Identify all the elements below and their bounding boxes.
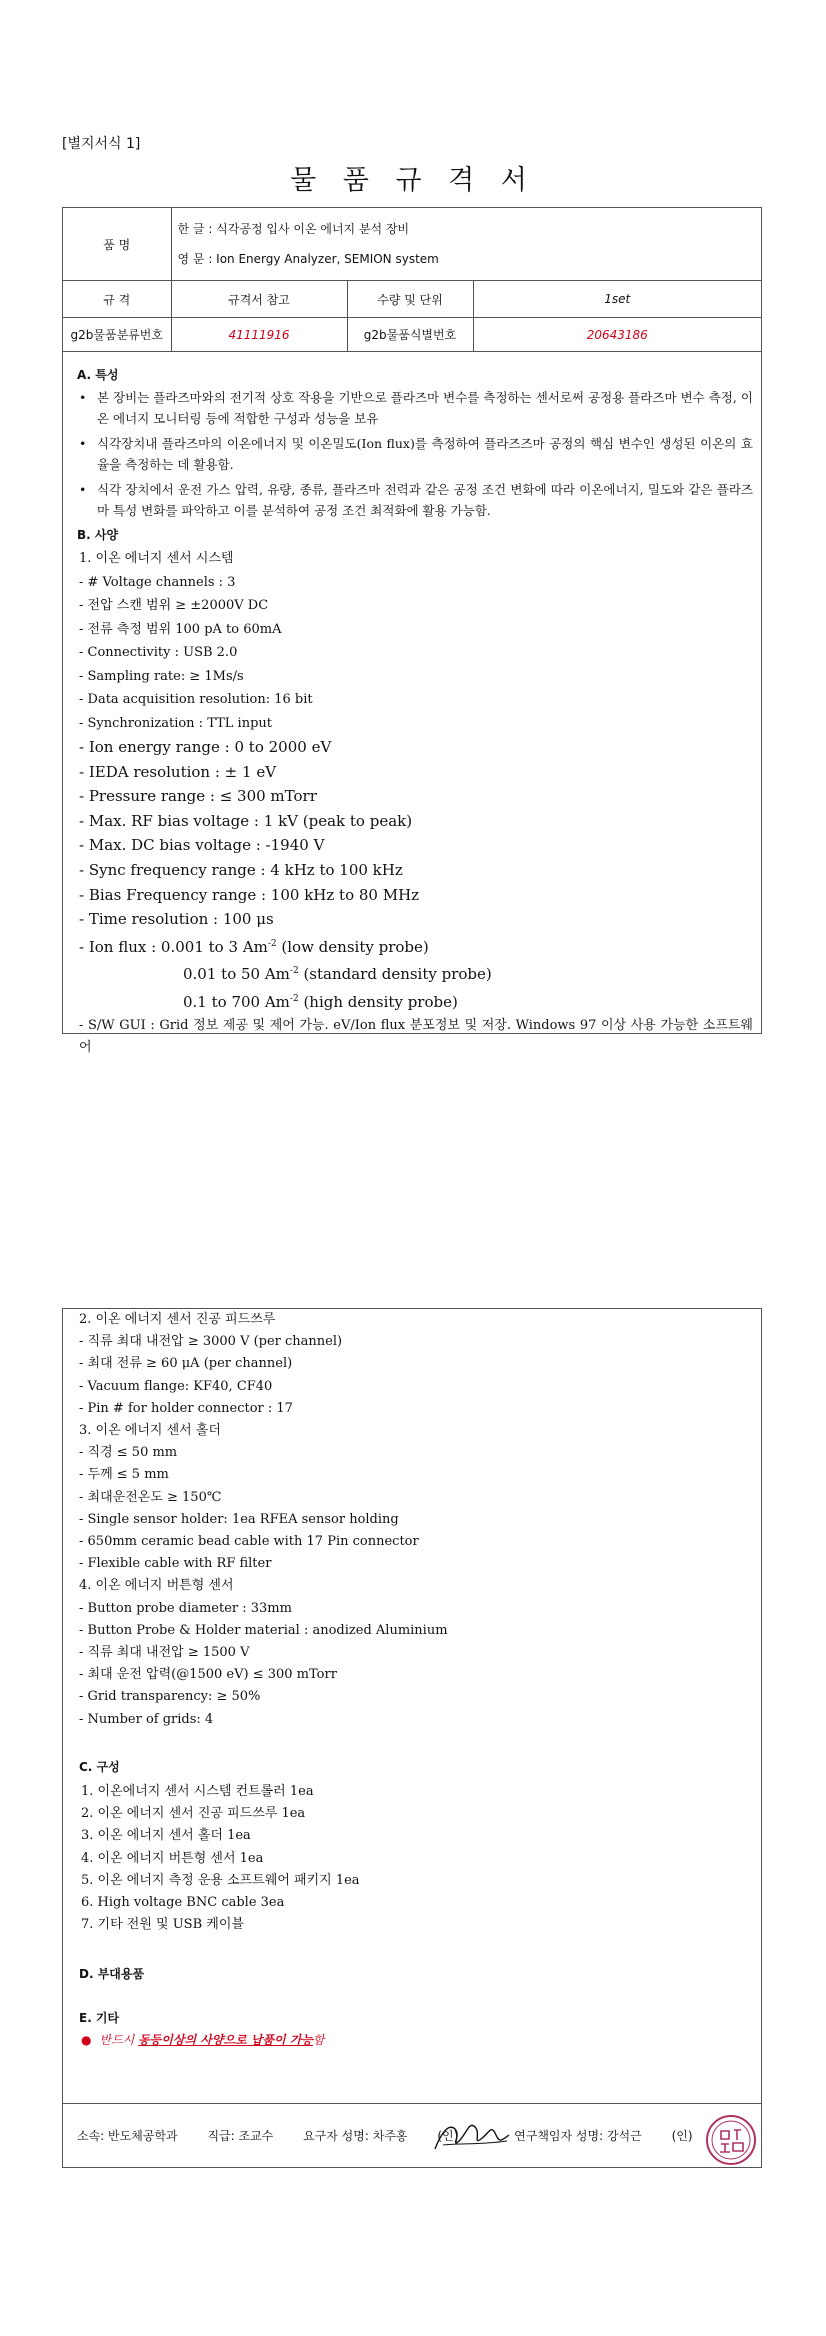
document-title: 물 품 규 격 서 <box>290 165 536 196</box>
section-d-title: D. 부대용품 <box>79 1967 145 1981</box>
spec-item: - 최대 전류 ≥ 60 μA (per channel) <box>79 1356 293 1372</box>
name-korean: 한 글 : 식각공정 입사 이온 에너지 분석 장비 <box>177 222 410 236</box>
spec-frame-page2 <box>62 1308 762 2168</box>
section-b-title: B. 사양 <box>77 528 119 542</box>
spec-item: - Flexible cable with RF filter <box>79 1556 272 1572</box>
spec-item: - Bias Frequency range : 100 kHz to 80 MHz <box>79 885 420 904</box>
spec-item: - Ion energy range : 0 to 2000 eV <box>79 738 332 756</box>
spec-label: 규 격 <box>63 281 171 318</box>
ion-flux-item: 0.1 to 700 $Am^{-2}$ (high density probe) <box>183 992 458 1011</box>
spec-item: - Number of grids: 4 <box>79 1711 214 1727</box>
spec-item: 4. 이온 에너지 버튼형 센서 <box>79 1578 234 1594</box>
feature-item: • 본 장비는 플라즈마와의 전기적 상호 작용을 기반으로 플라즈마 변수를 측정하는 센서로써 공정용 플라즈마 변수 측정, 이온 에너지 모니터링 등에 적합한 구성과 성능을 보유 <box>79 390 753 426</box>
spec-item: - Max. DC bias voltage : -1940 V <box>79 836 325 855</box>
spec-item: - 전압 스캔 범위 ≥ ±2000V DC <box>79 598 269 613</box>
spec-item: - Max. RF bias voltage : 1 kV (peak to peak) <box>79 811 413 830</box>
spec-item: - Pin # for holder connector : 17 <box>79 1400 293 1416</box>
red-bullet-icon: ● <box>81 2033 92 2047</box>
spec-item: - 두께 ≤ 5 mm <box>79 1467 169 1483</box>
page2-specs <box>79 1309 749 1731</box>
section-e-title: E. 기타 <box>79 2011 120 2025</box>
spec-item: - Button Probe & Holder material : anodized Aluminium <box>79 1622 448 1638</box>
class-number-label: g2b물품분류번호 <box>63 318 171 352</box>
spec-item: - Button probe diameter : 33mm <box>79 1600 292 1616</box>
delivery-note: ● 반드시 동등이상의 사양으로 납품이 가능함 <box>81 2033 325 2047</box>
component-item: 3. 이온 에너지 센서 홀더 1ea <box>81 1828 251 1844</box>
spec-item: - # Voltage channels : 3 <box>79 574 236 590</box>
spec-item: - 직류 최대 내전압 ≥ 1500 V <box>79 1645 250 1661</box>
spec-item: 2. 이온 에너지 센서 진공 피드쓰루 <box>79 1312 276 1327</box>
component-item: 4. 이온 에너지 버튼형 센서 1ea <box>81 1850 264 1866</box>
id-number-value: 20643186 <box>473 318 761 352</box>
section-a <box>77 366 753 525</box>
component-item: 2. 이온 에너지 센서 진공 피드쓰루 1ea <box>81 1806 306 1822</box>
spec-item: - 최대운전온도 ≥ 150℃ <box>79 1489 222 1505</box>
spec-item: - 최대 운전 압력(@1500 eV) ≤ 300 mTorr <box>79 1667 337 1683</box>
spec-item: - Single sensor holder: 1ea RFEA sensor holding <box>79 1511 399 1527</box>
item-info-table <box>63 208 761 352</box>
ion-flux-item: 0.01 to 50 $Am^{-2}$ (standard density probe) <box>183 965 492 984</box>
spec-item: 3. 이온 에너지 센서 홀더 <box>79 1423 221 1439</box>
footer-divider <box>63 2103 761 2104</box>
name-cell <box>171 208 761 281</box>
requester-name: 요구자 성명: 차주홍 (인) <box>303 2129 459 2143</box>
ion-flux-item: - Ion flux : 0.001 to 3 $Am^{-2}$ (low density probe) <box>79 937 429 956</box>
spec-item: 1. 이온 에너지 센서 시스템 <box>79 551 234 566</box>
spec-item: - 직류 최대 내전압 ≥ 3000 V (per channel) <box>79 1334 343 1350</box>
name-label: 품 명 <box>63 208 171 281</box>
feature-item: • 식각 장치에서 운전 가스 압력, 유량, 종류, 플라즈마 전력과 같은 공정 조건 변화에 따라 이온에너지, 밀도와 같은 플라즈마 특성 변화를 파악하고 이를 분석하여 공정 조건 최적화에 활용 가능함. <box>79 482 753 518</box>
spec-item: - Connectivity : USB 2.0 <box>79 645 238 660</box>
component-item: 1. 이온에너지 센서 시스템 컨트롤러 1ea <box>81 1784 314 1799</box>
affiliation: 소속: 반도체공학과 <box>77 2129 178 2143</box>
spec-item: - 직경 ≤ 50 mm <box>79 1445 178 1461</box>
component-item: 7. 기타 전원 및 USB 케이블 <box>81 1917 244 1933</box>
gui-spec-item: - S/W GUI : Grid 정보 제공 및 제어 가능. eV/Ion flux 분포정보 및 저장. Windows 97 이상 사용 가능한 소프트웨어 <box>79 1017 753 1055</box>
spec-item: - Synchronization : TTL input <box>79 715 272 731</box>
class-number-value: 41111916 <box>171 318 347 352</box>
qty-value: 1set <box>473 281 761 318</box>
official-seal-icon <box>704 2113 758 2167</box>
component-item: 5. 이온 에너지 측정 운용 소프트웨어 패키지 1ea <box>81 1872 360 1888</box>
annex-label: [별지서식 1] <box>62 136 141 152</box>
handwritten-signature-icon <box>429 2115 515 2155</box>
position: 직급: 조교수 <box>207 2129 274 2143</box>
spec-item: - Data acquisition resolution: 16 bit <box>79 692 313 707</box>
spec-item: - Pressure range : ≤ 300 mTorr <box>79 787 317 806</box>
spec-value: 규격서 참고 <box>171 281 347 318</box>
id-number-label: g2b물품식별번호 <box>347 318 473 352</box>
features-list <box>77 387 753 521</box>
section-b <box>77 526 753 1059</box>
spec-item: - IEDA resolution : ± 1 eV <box>79 762 277 781</box>
spec-item: - Sampling rate: ≥ 1Ms/s <box>79 668 244 684</box>
components-list <box>81 1781 360 1936</box>
spec-item: - 전류 측정 범위 100 pA to 60mA <box>79 621 282 637</box>
signature-footer <box>77 2127 757 2144</box>
spec-item: - Vacuum flange: KF40, CF40 <box>79 1378 273 1394</box>
component-item: 6. High voltage BNC cable 3ea <box>81 1895 285 1911</box>
spec-frame-page1 <box>62 207 762 1055</box>
qty-label: 수량 및 단위 <box>347 281 473 318</box>
page2-spec-list <box>79 1309 749 1731</box>
spec-item: - Sync frequency range : 4 kHz to 100 kHz <box>79 860 403 879</box>
name-english: 영 문 : Ion Energy Analyzer, SEMION system <box>177 252 439 266</box>
spec-item: - Time resolution : 100 μs <box>79 910 274 929</box>
spec-item: - 650mm ceramic bead cable with 17 Pin connector <box>79 1534 419 1550</box>
feature-item: • 식각장치내 플라즈마의 이온에너지 및 이온밀도(Ion flux)를 측정하여 플라즈즈마 공정의 핵심 변수인 생성된 이온의 효율을 측정하는 데 활용함. <box>79 436 753 472</box>
section-a-title: A. 특성 <box>77 368 119 382</box>
spec-item: - Grid transparency: ≥ 50% <box>79 1689 261 1705</box>
spec-list <box>79 547 753 1059</box>
pi-name: 연구책임자 성명: 강석근 (인) <box>514 2129 693 2143</box>
section-c-title: C. 구성 <box>79 1760 120 1774</box>
